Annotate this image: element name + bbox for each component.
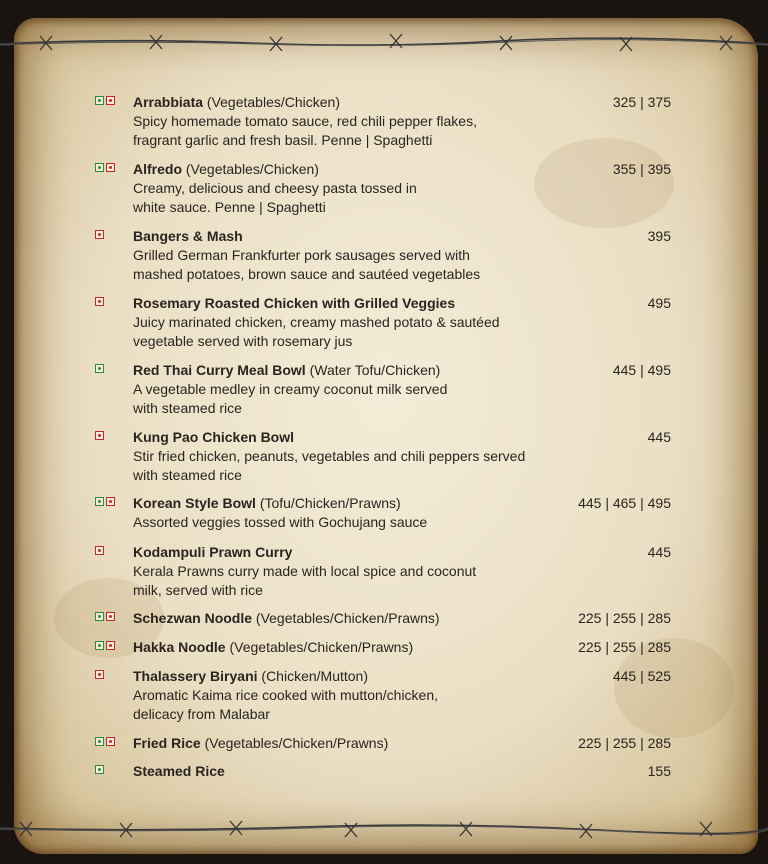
item-description: white sauce. Penne | Spaghetti (133, 199, 326, 215)
nonveg-icon (106, 612, 115, 621)
veg-icon (95, 765, 104, 774)
item-variants: (Vegetables/Chicken/Prawns) (204, 735, 389, 751)
item-description: milk, served with rice (133, 582, 263, 598)
item-description: with steamed rice (133, 400, 242, 416)
diet-icons (95, 497, 115, 506)
item-description: Aromatic Kaima rice cooked with mutton/chicken, (133, 687, 439, 703)
item-description: mashed potatoes, brown sauce and sautéed vegetables (133, 266, 481, 282)
item-name: Rosemary Roasted Chicken with Grilled Veggies (133, 295, 456, 311)
diet-icons (95, 230, 104, 239)
item-description: Juicy marinated chicken, creamy mashed potato & sautéed (133, 314, 500, 330)
item-variants: (Chicken/Mutton) (261, 668, 368, 684)
item-price: 225 | 255 | 285 (578, 639, 671, 655)
diet-icons (95, 96, 115, 105)
diet-icons (95, 431, 104, 440)
veg-icon (95, 364, 104, 373)
veg-icon (95, 96, 104, 105)
diet-icons (95, 163, 115, 172)
diet-icons (95, 612, 115, 621)
item-name: Kung Pao Chicken Bowl (133, 429, 295, 445)
diet-icons (95, 546, 104, 555)
item-name: Thalassery Biryani (133, 668, 258, 684)
diet-icons (95, 765, 104, 774)
item-price: 445 | 495 (612, 362, 671, 378)
item-name: Red Thai Curry Meal Bowl (133, 362, 306, 378)
diet-icons (95, 670, 104, 679)
nonveg-icon (106, 737, 115, 746)
nonveg-icon (95, 230, 104, 239)
item-name: Arrabbiata (133, 94, 204, 110)
nonveg-icon (106, 497, 115, 506)
item-name: Fried Rice (133, 735, 201, 751)
veg-icon (95, 641, 104, 650)
diet-icons (95, 364, 104, 373)
veg-icon (95, 612, 104, 621)
item-description: Grilled German Frankfurter pork sausages served with (133, 247, 470, 263)
barbed-wire-top-icon (0, 30, 768, 54)
item-price: 355 | 395 (612, 161, 671, 177)
item-name: Schezwan Noodle (133, 610, 253, 626)
veg-icon (95, 497, 104, 506)
veg-icon (95, 737, 104, 746)
item-description: Creamy, delicious and cheesy pasta tossed in (133, 180, 417, 196)
diet-icons (95, 297, 104, 306)
item-variants: (Vegetables/Chicken) (185, 161, 319, 177)
item-variants: (Vegetables/Chicken/Prawns) (229, 639, 414, 655)
item-variants: (Tofu/Chicken/Prawns) (259, 495, 401, 511)
item-description: Kerala Prawns curry made with local spice and coconut (133, 563, 477, 579)
item-price: 445 | 525 (612, 668, 671, 684)
item-name: Steamed Rice (133, 763, 225, 779)
nonveg-icon (106, 163, 115, 172)
diet-icons (95, 641, 115, 650)
nonveg-icon (95, 546, 104, 555)
item-price: 325 | 375 (612, 94, 671, 110)
item-description: vegetable served with rosemary jus (133, 333, 353, 349)
veg-icon (95, 163, 104, 172)
item-price: 395 (647, 228, 671, 244)
item-description: with steamed rice (133, 467, 242, 483)
item-description: Assorted veggies tossed with Gochujang sauce (133, 514, 428, 530)
item-description: delicacy from Malabar (133, 706, 270, 722)
item-price: 445 (647, 544, 671, 560)
item-price: 225 | 255 | 285 (578, 735, 671, 751)
item-description: Stir fried chicken, peanuts, vegetables and chili peppers served (133, 448, 526, 464)
item-price: 495 (647, 295, 671, 311)
item-price: 155 (647, 763, 671, 779)
diet-icons (95, 737, 115, 746)
nonveg-icon (106, 641, 115, 650)
item-name: Bangers & Mash (133, 228, 243, 244)
item-price: 445 | 465 | 495 (578, 495, 671, 511)
item-variants: (Vegetables/Chicken/Prawns) (255, 610, 440, 626)
item-price: 225 | 255 | 285 (578, 610, 671, 626)
nonveg-icon (106, 96, 115, 105)
item-description: A vegetable medley in creamy coconut milk served (133, 381, 448, 397)
nonveg-icon (95, 431, 104, 440)
item-description: Spicy homemade tomato sauce, red chili pepper flakes, (133, 113, 477, 129)
item-name: Hakka Noodle (133, 639, 226, 655)
item-price: 445 (647, 429, 671, 445)
nonveg-icon (95, 670, 104, 679)
item-name: Korean Style Bowl (133, 495, 256, 511)
item-description: fragrant garlic and fresh basil. Penne | Spaghetti (133, 132, 433, 148)
nonveg-icon (95, 297, 104, 306)
item-variants: (Water Tofu/Chicken) (309, 362, 441, 378)
item-name: Alfredo (133, 161, 182, 177)
barbed-wire-bottom-icon (0, 818, 768, 842)
item-variants: (Vegetables/Chicken) (206, 94, 340, 110)
item-name: Kodampuli Prawn Curry (133, 544, 293, 560)
